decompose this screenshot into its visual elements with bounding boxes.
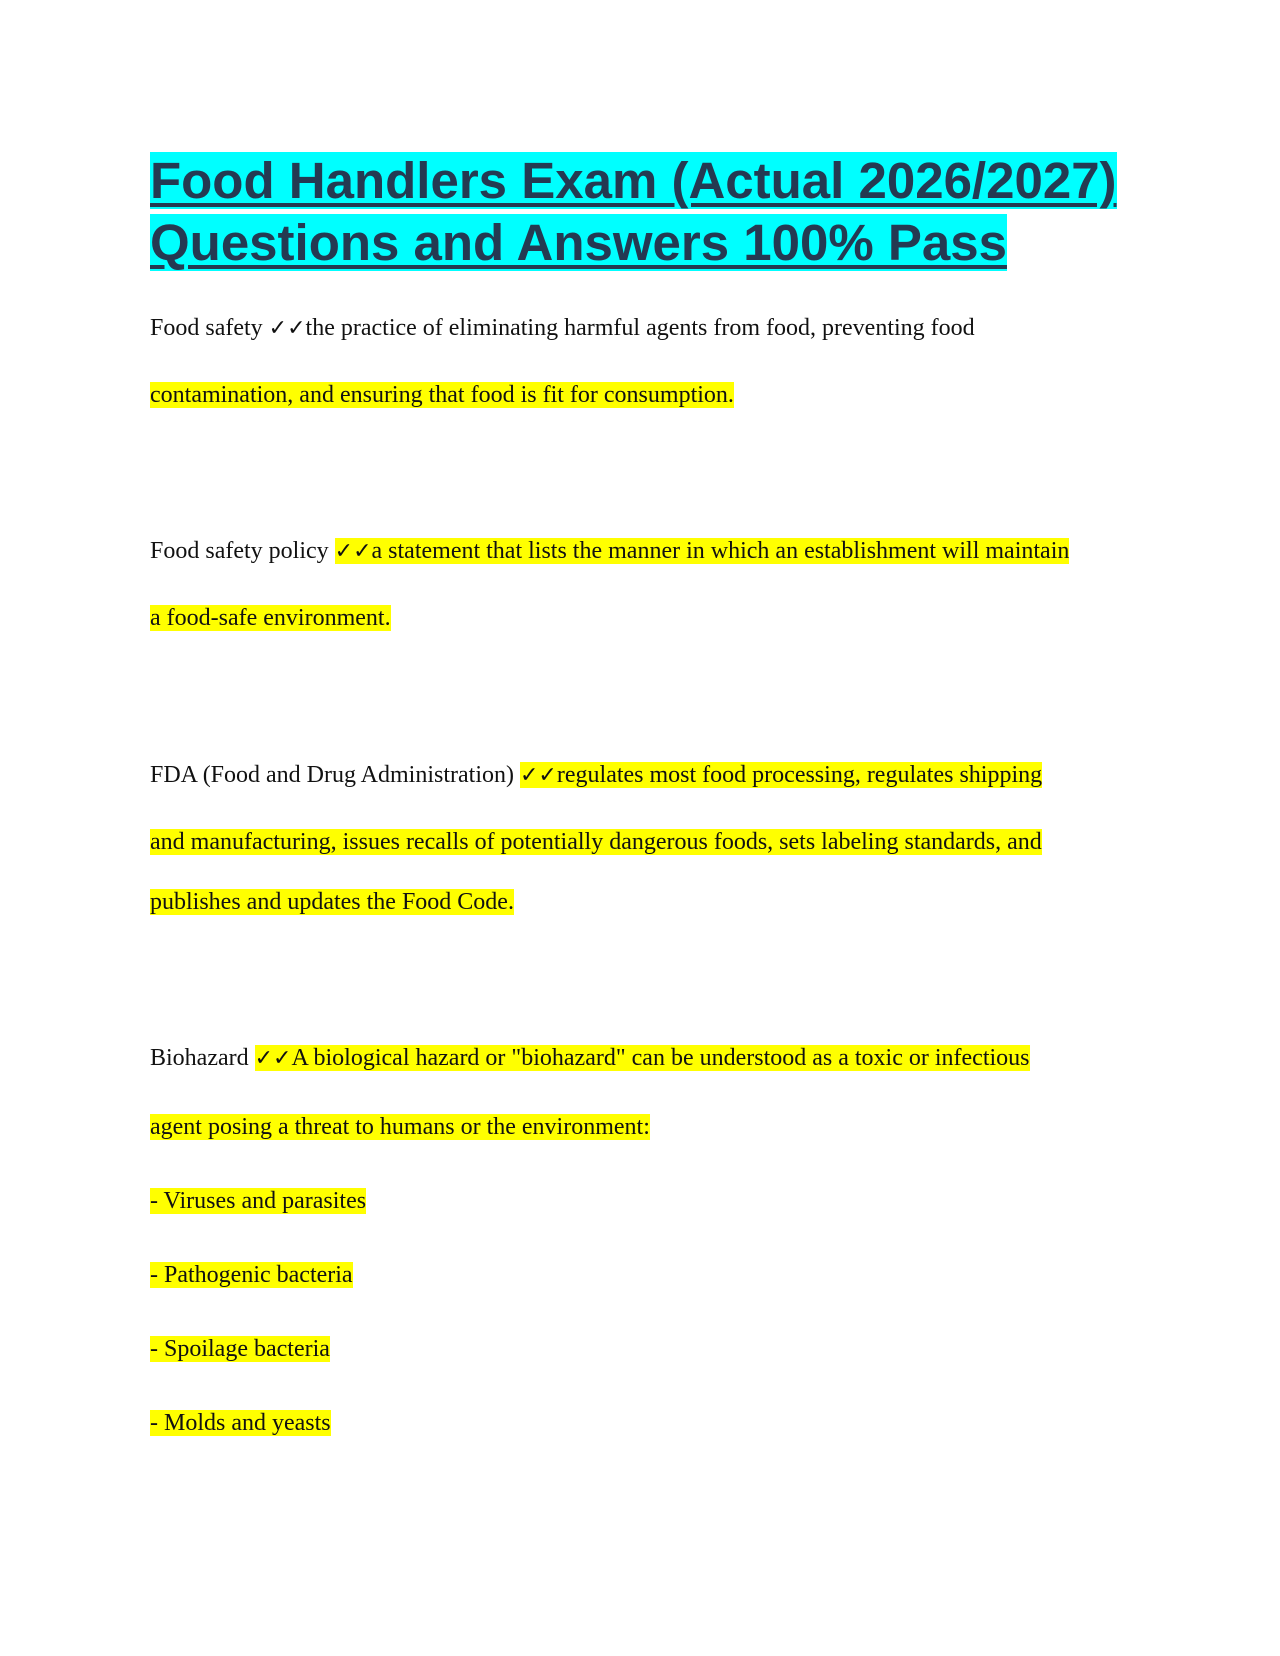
check-mark-icon: ✓✓ — [254, 1046, 292, 1071]
definition: and manufacturing, issues recalls of potentially dangerous foods, sets labeling standards, and — [150, 829, 1042, 855]
definition: contamination, and ensuring that food is fit for consumption. — [150, 382, 734, 408]
list-item-text: - Pathogenic bacteria — [150, 1262, 353, 1288]
list-item — [150, 1260, 353, 1290]
entry-fda-line-1 — [150, 760, 1042, 791]
check-mark-icon: ✓✓ — [520, 763, 557, 788]
definition: A biological hazard or "biohazard" can be understood as a toxic or infectious — [291, 1045, 1030, 1071]
definition: a statement that lists the manner in which an establishment will maintain — [371, 538, 1070, 564]
document-title — [150, 150, 1150, 274]
list-item — [150, 1186, 366, 1216]
entry-food-safety-line-1 — [150, 313, 975, 344]
entry-food-safety-policy-line-2 — [150, 603, 391, 633]
entry-food-safety-policy-line-1 — [150, 536, 1069, 567]
title-line-1: Food Handlers Exam (Actual 2026/2027) — [150, 152, 1117, 209]
check-mark-icon: ✓✓ — [334, 539, 372, 564]
list-item — [150, 1334, 330, 1364]
entry-biohazard-line-1 — [150, 1043, 1030, 1074]
title-line-2: Questions and Answers 100% Pass — [150, 214, 1007, 271]
entry-biohazard-line-2 — [150, 1112, 650, 1142]
entry-fda-line-3 — [150, 887, 514, 917]
list-item-text: - Spoilage bacteria — [150, 1336, 330, 1362]
list-item — [150, 1408, 331, 1438]
term: Food safety policy — [150, 538, 335, 564]
list-item-text: - Viruses and parasites — [150, 1188, 367, 1214]
term: FDA (Food and Drug Administration) — [150, 762, 520, 788]
definition: publishes and updates the Food Code. — [150, 889, 514, 915]
entry-fda-line-2 — [150, 827, 1042, 857]
definition: agent posing a threat to humans or the environment: — [150, 1114, 650, 1140]
definition: the practice of eliminating harmful agents from food, preventing food — [305, 315, 975, 341]
list-item-text: - Molds and yeasts — [150, 1410, 331, 1436]
definition: regulates most food processing, regulates shipping — [556, 762, 1043, 788]
definition: a food-safe environment. — [150, 605, 391, 631]
check-mark-icon: ✓✓ — [268, 316, 306, 341]
entry-food-safety-line-2 — [150, 380, 734, 410]
term: Biohazard — [150, 1045, 255, 1071]
term: Food safety — [150, 315, 269, 341]
